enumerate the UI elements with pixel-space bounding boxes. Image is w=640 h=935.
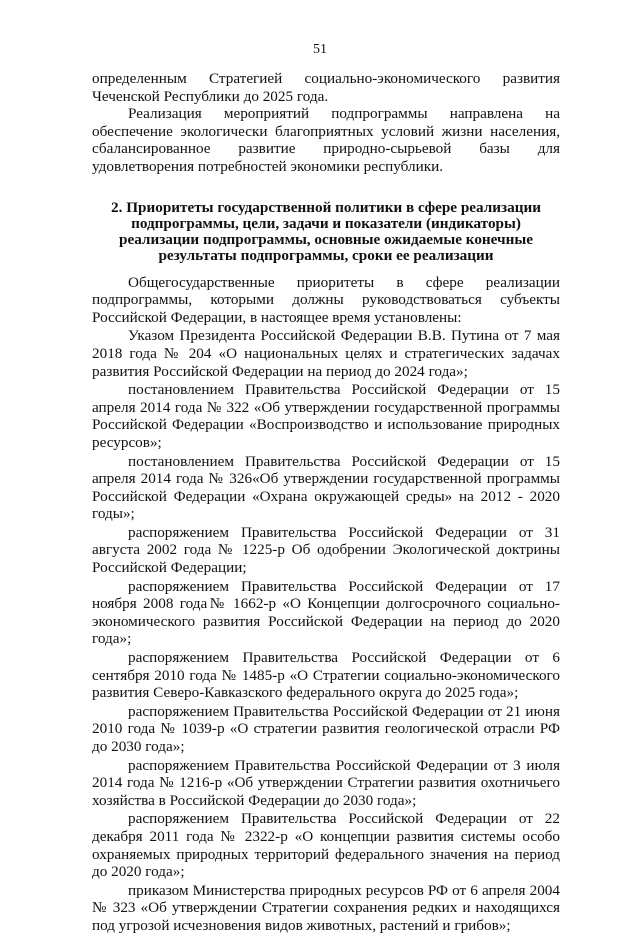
page-number: 51 — [313, 42, 327, 57]
list-item: распоряжением Правительства Российской Федерации от 6 сентября 2010 года № 1485-р «О Стратегии социально-экономического развития Северо-Кавказского федерального округа до 2025 года»; — [92, 649, 560, 702]
list-item: постановлением Правительства Российской Федерации от 15 апреля 2014 года № 326«Об утверждении государственной программы Российской Федерации «Охрана окружающей среды» на 2012 - 2020 годы»; — [92, 452, 560, 523]
intro-paragraph: Общегосударственные приоритеты в сфере реализации подпрограммы, которыми должны руководствоваться субъекты Российской Федерации, в настоящее время установлены: — [92, 273, 560, 326]
list-item: Указом Президента Российской Федерации В.В. Путина от 7 мая 2018 года № 204 «О национальных целях и стратегических задачах развития Российской Федерации на период до 2024 года»; — [92, 327, 560, 380]
list-item: распоряжением Правительства Российской Федерации от 31 августа 2002 года № 1225-р Об одобрении Экологической доктрины Российской Федерации; — [92, 523, 560, 577]
list-item: постановлением Правительства Российской Федерации от 15 апреля 2014 года № 322 «Об утверждении государственной программы Российской Федерации «Воспроизводство и использование природных ресурсов»; — [92, 381, 560, 451]
list-item: распоряжением Правительства Российской Федерации от 21 июня 2010 года № 1039-р «О стратегии развития геологической отрасли РФ до 2030 года»; — [92, 702, 560, 755]
document-body — [92, 70, 560, 935]
list-item: распоряжением Правительства Российской Федерации от 22 декабря 2011 года № 2322-р «О концепции развития системы особо охраняемых природных территорий федерального значения на период до 2020 года»; — [92, 810, 560, 881]
list-item: приказом Министерства природных ресурсов РФ от 6 апреля 2004 № 323 «Об утверждении Стратегии сохранения редких и находящихся под угрозой исчезновения видов животных, растений и грибов»; — [92, 881, 560, 934]
section-heading: 2. Приоритеты государственной политики в сфере реализации подпрограммы, цели, задачи и показатели (индикаторы) реализации подпрограммы, основные ожидаемые конечные результаты подпрограммы, сроки ее реализации — [111, 198, 541, 264]
paragraph: Реализация мероприятий подпрограммы направлена на обеспечение экологически благоприятных условий жизни населения, сбалансированное развитие природно-сырьевой базы для удовлетворения потребностей экономики республики. — [92, 105, 560, 175]
list-item: распоряжением Правительства Российской Федерации от 3 июля 2014 года № 1216-р «Об утверждении Стратегии развития охотничьего хозяйства в Российской Федерации до 2030 года»; — [92, 756, 560, 809]
list-item: распоряжением Правительства Российской Федерации от 17 ноября 2008 года№ 1662-р «О Концепции долгосрочного социально-экономического развития Российской Федерации на период до 2020 года»; — [92, 577, 560, 648]
paragraph-continuation: определенным Стратегией социально-экономического развития Чеченской Республики до 2025 года. — [92, 70, 560, 105]
